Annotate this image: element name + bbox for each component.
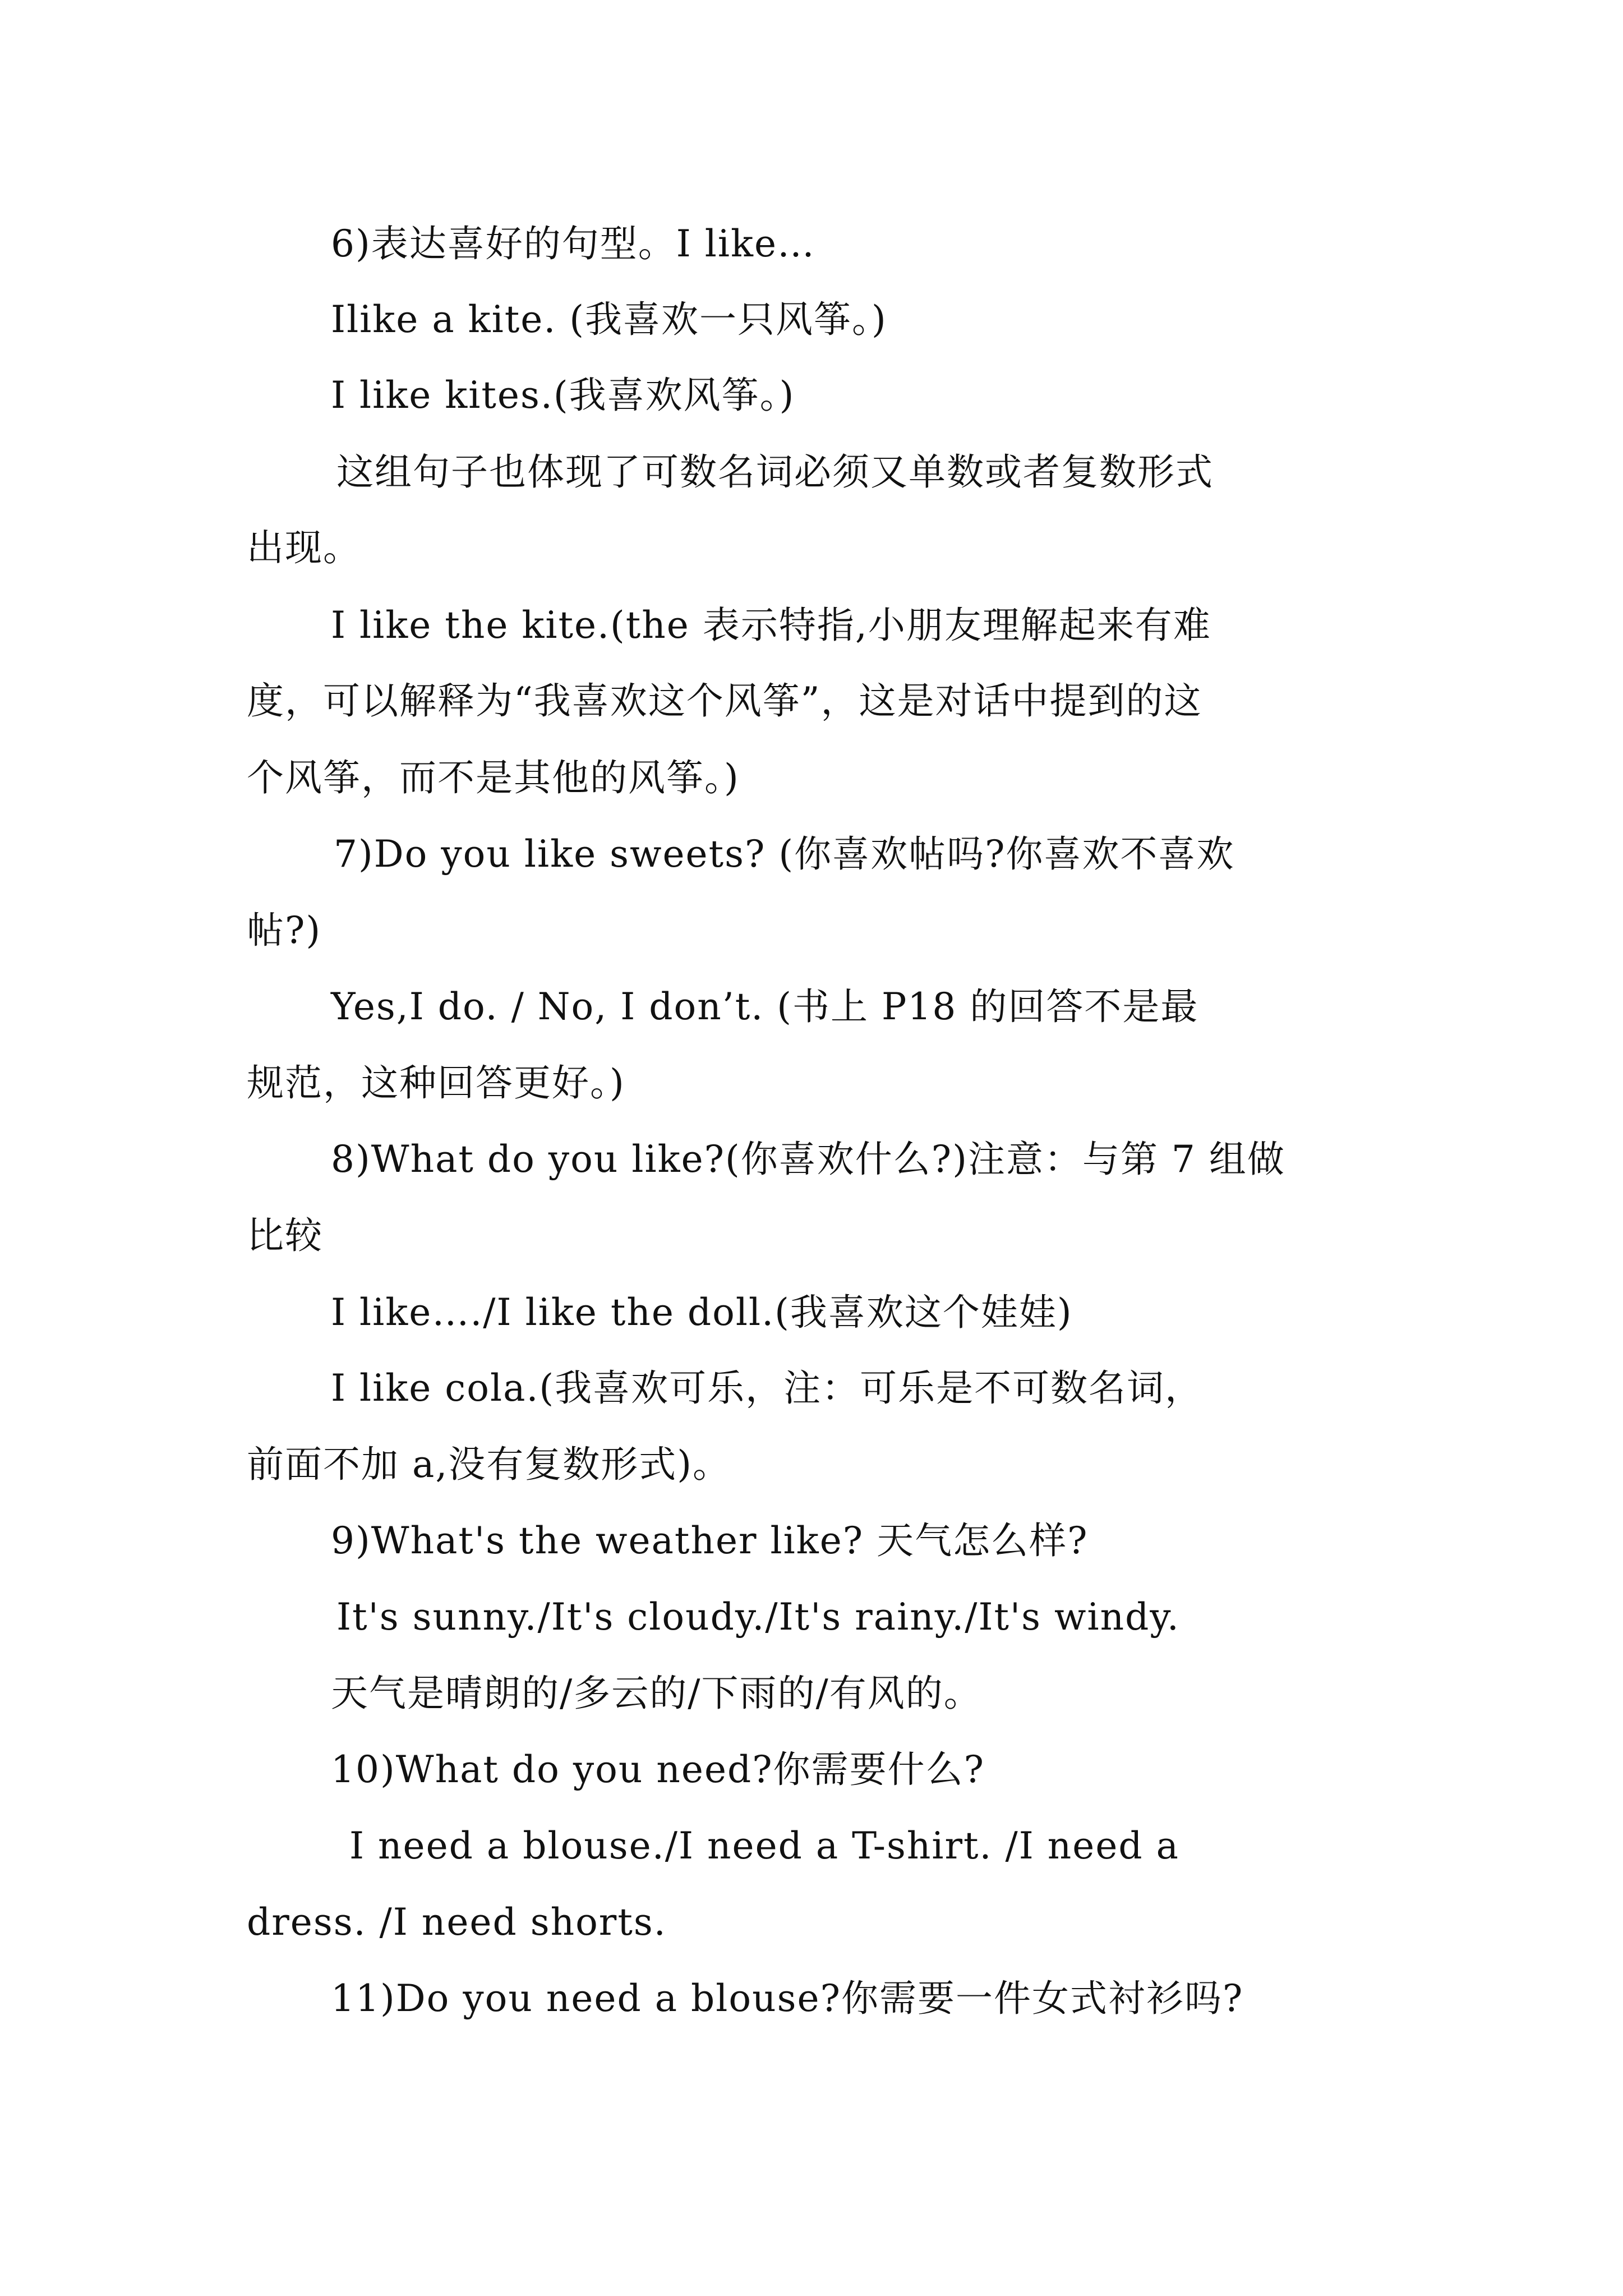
text-line: 天气是晴朗的/多云的/下雨的/有风的。: [331, 1672, 982, 1715]
text-line: 个风筝，而不是其他的风筝。): [247, 756, 740, 799]
text-line: 这组句子也体现了可数名词必须又单数或者复数形式: [336, 450, 1214, 494]
text-line: 规范，这种回答更好。): [247, 1061, 625, 1105]
text-line: 10)What do you need?你需要什么?: [331, 1748, 985, 1791]
text-line: 帖?): [247, 909, 322, 952]
text-line: Ilike a kite. (我喜欢一只风筝。): [331, 298, 887, 341]
text-line: I like kites.(我喜欢风筝。): [331, 374, 795, 417]
text-line: 度，可以解释为“我喜欢这个风筝”，这是对话中提到的这: [247, 679, 1202, 723]
text-line: Yes,I do. / No, I don’t. (书上 P18 的回答不是最: [331, 985, 1199, 1028]
text-line: 比较: [247, 1214, 323, 1257]
text-line: 7)Do you like sweets? (你喜欢帖吗?你喜欢不喜欢: [334, 832, 1235, 876]
text-line: 8)What do you like?(你喜欢什么?)注意：与第 7 组做: [331, 1138, 1285, 1181]
text-line: 前面不加 a,没有复数形式)。: [247, 1443, 731, 1486]
text-line: 9)What's the weather like? 天气怎么样?: [331, 1519, 1089, 1562]
text-line: dress. /I need shorts.: [247, 1901, 667, 1944]
text-line: I like cola.(我喜欢可乐，注：可乐是不可数名词，: [331, 1366, 1204, 1410]
text-line: 6)表达喜好的句型。I like…: [331, 222, 816, 265]
text-line: I like…./I like the doll.(我喜欢这个娃娃): [331, 1291, 1073, 1334]
text-line: 11)Do you need a blouse?你需要一件女式衬衫吗?: [331, 1977, 1244, 2020]
text-line: It's sunny./It's cloudy./It's rainy./It's windy.: [336, 1595, 1180, 1639]
text-line: I need a blouse./I need a T-shirt. /I need a: [336, 1824, 1180, 1867]
text-line: 出现。: [247, 526, 361, 569]
text-line: I like the kite.(the 表示特指,小朋友理解起来有难: [331, 604, 1211, 647]
